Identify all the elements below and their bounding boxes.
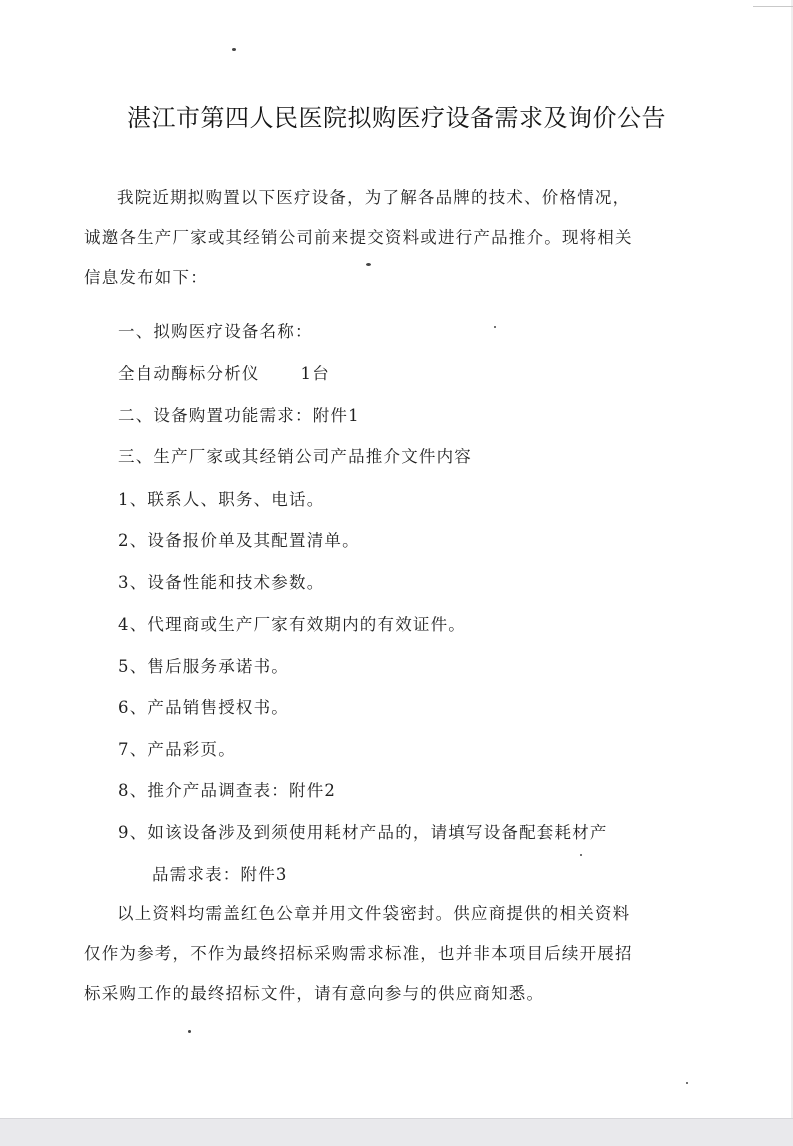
list-item-continuation: 品需求表：附件3 [152, 865, 288, 884]
list-item: 4、代理商或生产厂家有效期内的有效证件。 [118, 615, 466, 634]
list-item: 5、售后服务承诺书。 [118, 657, 289, 676]
closing-text: 以上资料均需盖红色公章并用文件袋密封。供应商提供的相关资料仅作为参考，不作为最终招标采购需求标准，也并非本项目后续开展招标采购工作的最终招标文件，请有意向参与的供应商知悉。 [84, 904, 633, 1003]
section-1-item [118, 360, 330, 384]
intro-text: 我院近期拟购置以下医疗设备，为了解各品牌的技术、价格情况，诚邀各生产厂家或其经销公司前来提交资料或进行产品推介。现将相关信息发布如下： [84, 188, 633, 287]
scan-speck [494, 326, 496, 328]
scan-speck [188, 1030, 191, 1033]
list-item: 6、产品销售授权书。 [118, 698, 289, 717]
section-2: 二、设备购置功能需求：附件1 [118, 406, 360, 425]
list-item: 3、设备性能和技术参数。 [118, 573, 325, 592]
closing-paragraph [84, 894, 640, 1014]
scan-speck [686, 1082, 688, 1084]
scan-mark [753, 6, 793, 7]
section-3-heading: 三、生产厂家或其经销公司产品推介文件内容 [118, 447, 472, 466]
list-item: 1、联系人、职务、电话。 [118, 490, 325, 509]
section-1-heading: 一、拟购医疗设备名称： [118, 322, 313, 341]
page-title: 湛江市第四人民医院拟购医疗设备需求及询价公告 [127, 104, 666, 132]
equipment-quantity: 1台 [300, 364, 330, 383]
list-item: 8、推介产品调查表：附件2 [118, 781, 337, 800]
list-item: 7、产品彩页。 [118, 740, 236, 759]
scan-speck [366, 263, 371, 266]
list-item: 9、如该设备涉及到须使用耗材产品的，请填写设备配套耗材产 [118, 823, 608, 842]
scan-speck [232, 48, 236, 51]
list-item: 2、设备报价单及其配置清单。 [118, 531, 360, 550]
intro-paragraph [84, 178, 640, 298]
scan-bottom-edge [0, 1118, 793, 1146]
scan-speck [580, 854, 582, 856]
equipment-name: 全自动酶标分析仪 [118, 364, 260, 383]
